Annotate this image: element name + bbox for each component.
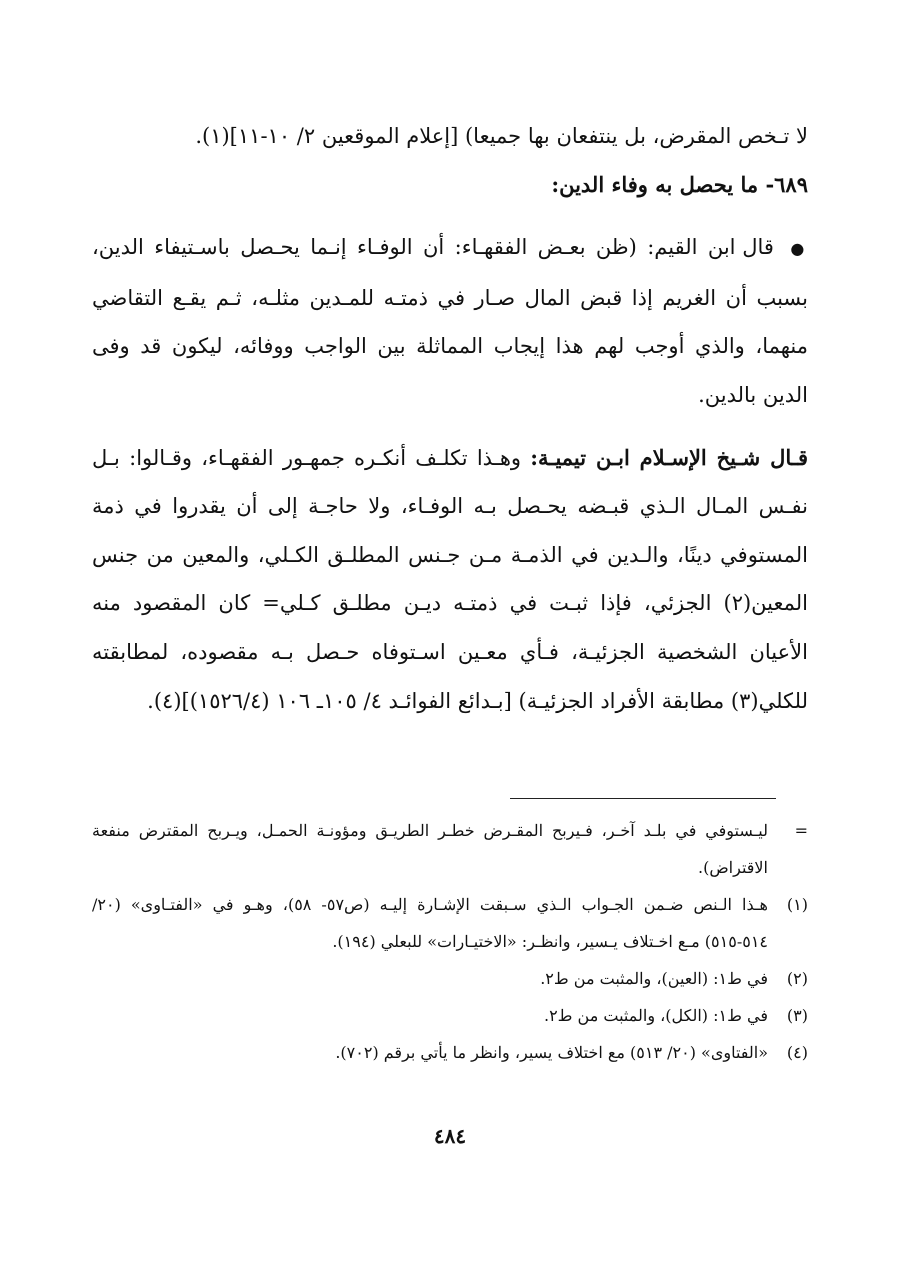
footnote-1	[92, 886, 808, 960]
footnote-2	[92, 960, 808, 997]
page-number: ٤٨٤	[433, 1124, 467, 1148]
paragraph-ibn-alqayyim-text: قال ابن القيم: (ظن بعـض الفقهـاء: أن الوفـاء إنـما يحـصل باسـتيفاء الدين، بسبب أن الغريم إذا قبض المال صـار في ذمتـه للمـدين مثلـه، ثـم يقـع التقاضي منهما، والذي أوجب لهم هذا إيجاب المماثلة بين الواجب ووفائه، ليكون قد وفى الدين بالدين.	[92, 235, 808, 407]
section-heading: ٦٨٩- ما يحصل به وفاء الدين:	[551, 171, 808, 197]
footnote-text: «الفتاوى» (٢٠/ ٥١٣) مع اختلاف يسير، وانظر ما يأتي برقم (٧٠٢).	[335, 1043, 768, 1062]
footnote-text: ليـستوفي في بلـد آخـر، فـيربح المقـرض خطـر الطريـق ومؤونـة الحمـل، ويـربح المقترض منفعة الاقتراض).	[92, 821, 768, 877]
footnote-text: في ط١: (الكل)، والمثبت من ط٢.	[543, 1006, 768, 1025]
footnote-3	[92, 997, 808, 1034]
footnote-marker: (٤)	[786, 1043, 808, 1062]
paragraph-ibn-alqayyim	[92, 223, 808, 419]
continuation-line: لا تـخص المقرض، بل ينتفعان بها جميعا) [إعلام الموقعين ٢/ ١٠-١١](١).	[195, 124, 808, 148]
paragraph-ibn-taymiyyah-lead: قـال شـيخ الإسـلام ابـن تيميـة:	[530, 444, 808, 470]
footnote-text: هـذا الـنص ضـمن الجـواب الـذي سـبقت الإشـارة إليـه (ص٥٧- ٥٨)، وهـو في «الفتـاوى» (٢٠/ ٥١٤-٥١٥) مـع اخـتلاف يـسير، وانظـر: «الاختيـارات» للبعلي (١٩٤).	[92, 895, 768, 951]
footnote-marker: (١)	[786, 895, 808, 914]
footnote-separator	[510, 798, 776, 799]
footnote-marker: (٢)	[786, 969, 808, 988]
bullet-icon: ●	[790, 239, 808, 259]
footnote-marker: (٣)	[786, 1006, 808, 1025]
footnote-4	[92, 1034, 808, 1071]
footnote-text: في ط١: (العين)، والمثبت من ط٢.	[540, 969, 768, 988]
footnote-marker: =	[794, 821, 808, 840]
footnotes	[92, 812, 808, 1071]
paragraph-ibn-taymiyyah	[92, 434, 808, 726]
paragraph-ibn-taymiyyah-text: وهـذا تكلـف أنكـره جمهـور الفقهـاء، وقـالوا: بـل نفـس المـال الـذي قبـضه يحـصل بـه الوفـاء، ولا حاجـة إلى أن يقدروا في ذمة المستوفي دينًا، والـدين في الذمـة مـن جـنس المطلـق الكـلي، والمعين من جنس المعين(٢) الجزئي، فإذا ثبـت في ذمتـه ديـن مطلـق كـلي= كان المقصود منه الأعيان الشخصية الجزئيـة، فـأي معـين اسـتوفاه حـصل بـه مقصوده، لمطابقته للكلي(٣) مطابقة الأفراد الجزئيـة) [بـدائع الفوائـد ٤/ ١٠٥ـ ١٠٦ (١٥٢٦/٤)](٤).	[92, 445, 808, 713]
main-text	[92, 112, 808, 725]
footnote-continuation	[92, 812, 808, 886]
